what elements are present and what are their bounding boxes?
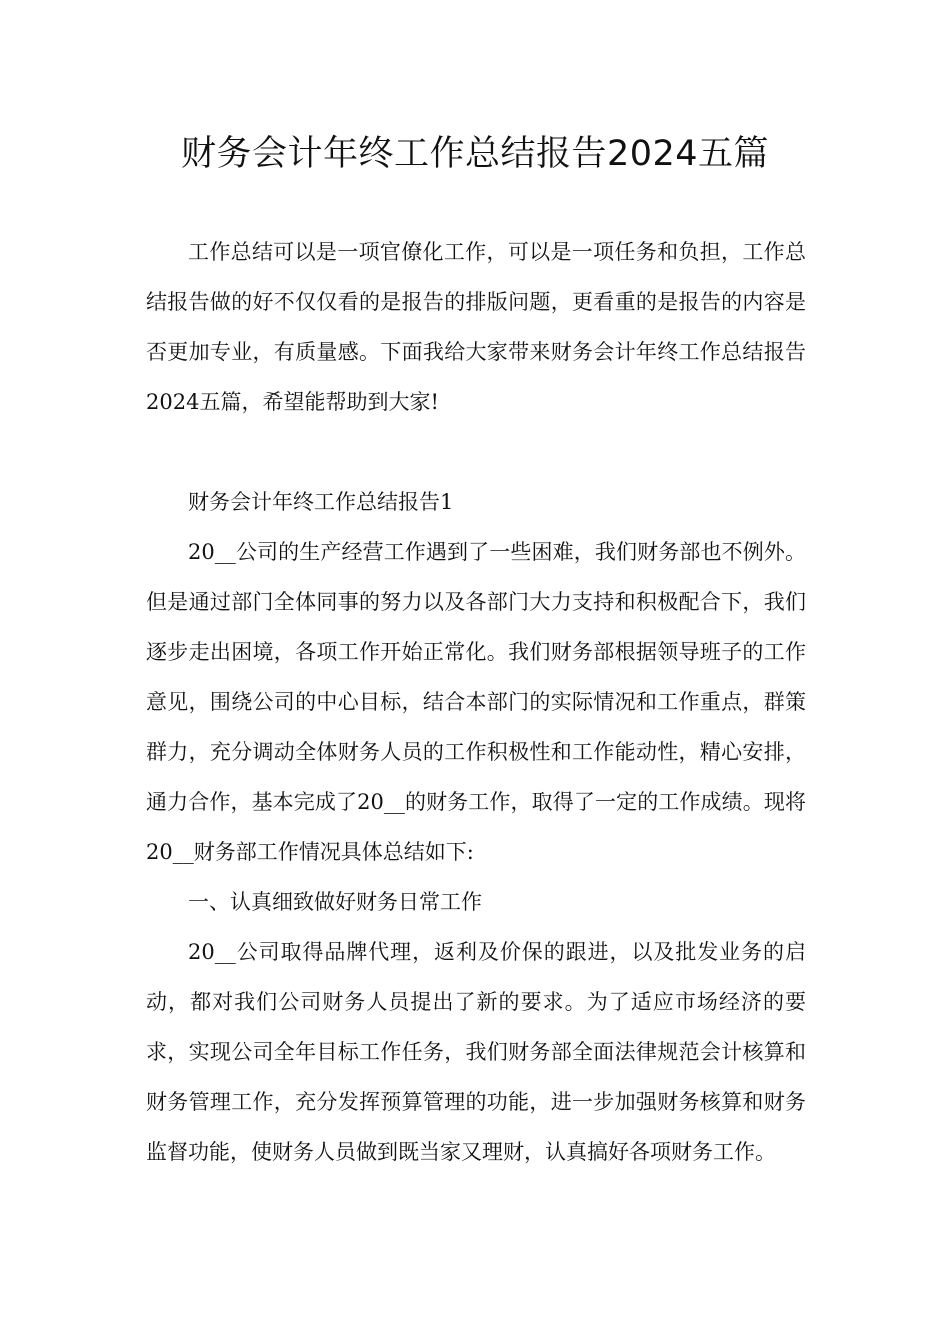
body-paragraph-1: 20__公司的生产经营工作遇到了一些困难，我们财务部也不例外。但是通过部门全体同事的努力以及各部门大力支持和积极配合下，我们逐步走出困境，各项工作开始正常化。我们财务部根据领导班子的工作意见，围绕公司的中心目标，结合本部门的实际情况和工作重点，群策群力，充分调动全体财务人员的工作积极性和工作能动性，精心安排，通力合作，基本完成了20__的财务工作，取得了一定的工作成绩。现将20__财务部工作情况具体总结如下: [146,540,806,864]
document-title: 财务会计年终工作总结报告2024五篇 [180,134,770,174]
body-paragraph-2: 20__公司取得品牌代理，返利及价保的跟进，以及批发业务的启动，都对我们公司财务人员提出了新的要求。为了适应市场经济的要求，实现公司全年目标工作任务，我们财务部全面法律规范会计核算和财务管理工作，充分发挥预算管理的功能，进一步加强财务核算和财务监督功能，使财务人员做到既当家又理财，认真搞好各项财务工作。 [146,940,806,1164]
section-heading: 财务会计年终工作总结报告1 [188,490,454,514]
intro-paragraph: 工作总结可以是一项官僚化工作，可以是一项任务和负担，工作总结报告做的好不仅仅看的是报告的排版问题，更看重的是报告的内容是否更加专业，有质量感。下面我给大家带来财务会计年终工作总结报告2024五篇，希望能帮助到大家! [146,240,806,414]
subheading: 一、认真细致做好财务日常工作 [188,890,482,914]
paragraph-gap [146,427,806,477]
document-body [146,227,806,1177]
